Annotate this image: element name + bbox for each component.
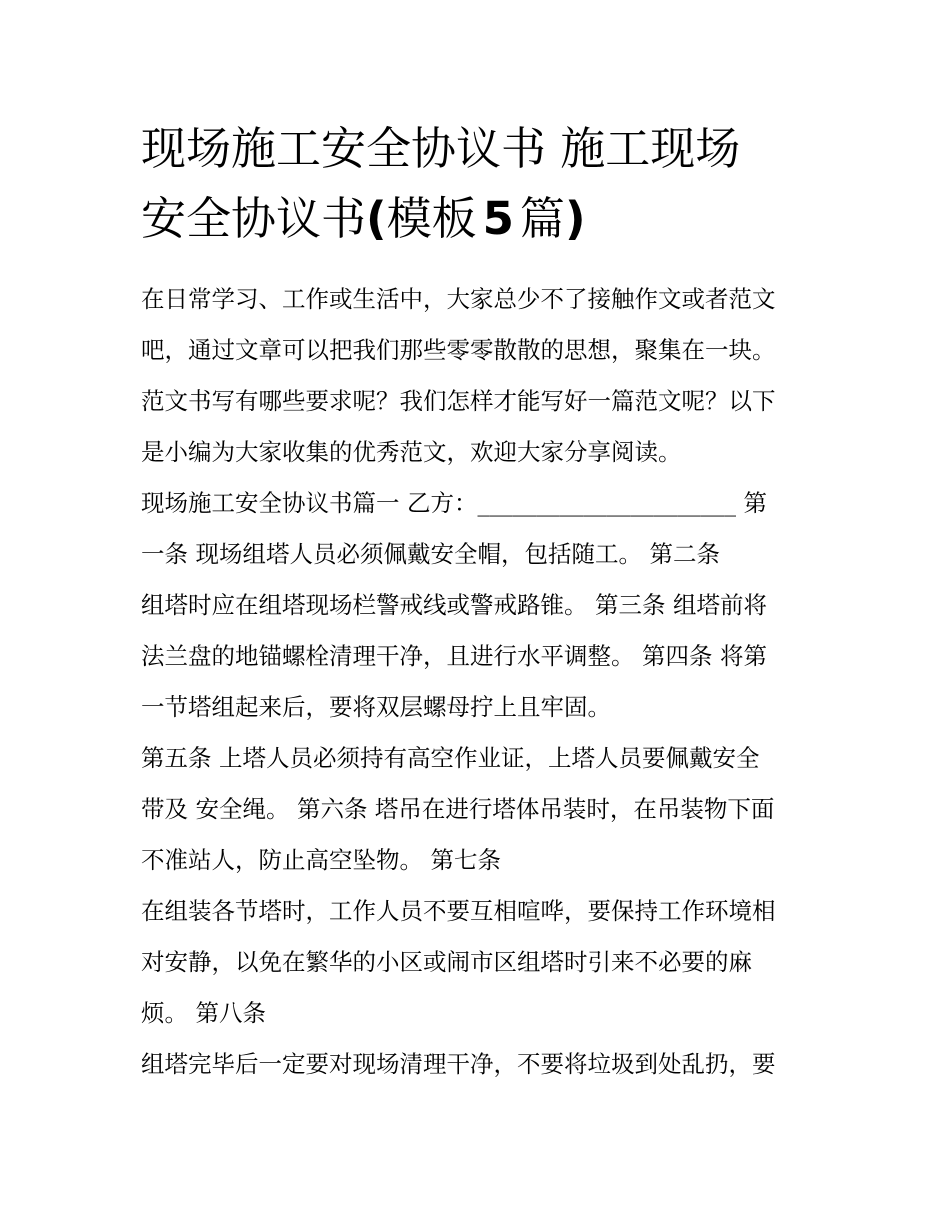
paragraph-line: 是小编为大家收集的优秀范文，欢迎大家分享阅读。 [141, 438, 682, 466]
paragraph-line: 吧，通过文章可以把我们那些零零散散的思想，聚集在一块。 [141, 336, 776, 364]
title-line-2-part-a: 安全协议书 [141, 192, 367, 245]
title-line-2 [141, 184, 821, 254]
paragraph-line: 第五条 上塔人员必须持有高空作业证，上塔人员要佩戴安全 [141, 744, 760, 772]
paragraph-line: 不准站人，防止高空坠物。 第七条 [141, 846, 501, 874]
paragraph-line: 一节塔组起来后，要将双层螺母拧上且牢固。 [141, 693, 611, 721]
paragraph-line: 法兰盘的地锚螺栓清理干净，且进行水平调整。 第四条 将第 [141, 642, 767, 670]
paragraph-intro [141, 274, 776, 478]
paragraph-line: 对安静，以免在繁华的小区或闹市区组塔时引来不必要的麻 [141, 948, 752, 976]
paragraph-line: 组塔时应在组塔现场栏警戒线或警戒路锥。 第三条 组塔前将 [141, 591, 767, 619]
title-line-2-part-e: 篇 [519, 192, 565, 245]
paragraph-line: 烦。 第八条 [141, 999, 266, 1027]
paragraph-line: 范文书写有哪些要求呢？我们怎样才能写好一篇范文呢？以下 [141, 387, 776, 415]
paragraph-line: 现场施工安全协议书篇一 乙方：______________________ 第 [141, 489, 767, 517]
paragraph-articles-2 [141, 733, 774, 886]
title-line-1: 现场施工安全协议书 施工现场 [141, 122, 741, 175]
title-line-2-part-d: 5 [482, 192, 514, 245]
paragraph-line: 在组装各节塔时，工作人员不要互相喧哗，要保持工作环境相 [141, 897, 776, 925]
paragraph-line: 组塔完毕后一定要对现场清理干净，不要将垃圾到处乱扔，要 [141, 1050, 776, 1078]
paragraph-articles-3 [141, 886, 776, 1039]
title-line-2-part-f: ) [564, 192, 586, 245]
paragraph-line: 在日常学习、工作或生活中，大家总少不了接触作文或者范文 [141, 285, 776, 313]
title-line-2-part-c: 模板 [386, 192, 477, 245]
title-line-2-part-b: ( [366, 192, 387, 245]
document-title [141, 114, 821, 254]
paragraph-articles-4 [141, 1039, 776, 1090]
paragraph-line: 带及 安全绳。 第六条 塔吊在进行塔体吊装时，在吊装物下面 [141, 795, 775, 823]
paragraph-line: 一条 现场组塔人员必须佩戴安全帽，包括随工。 第二条 [141, 540, 720, 568]
paragraph-articles-1 [141, 478, 767, 733]
